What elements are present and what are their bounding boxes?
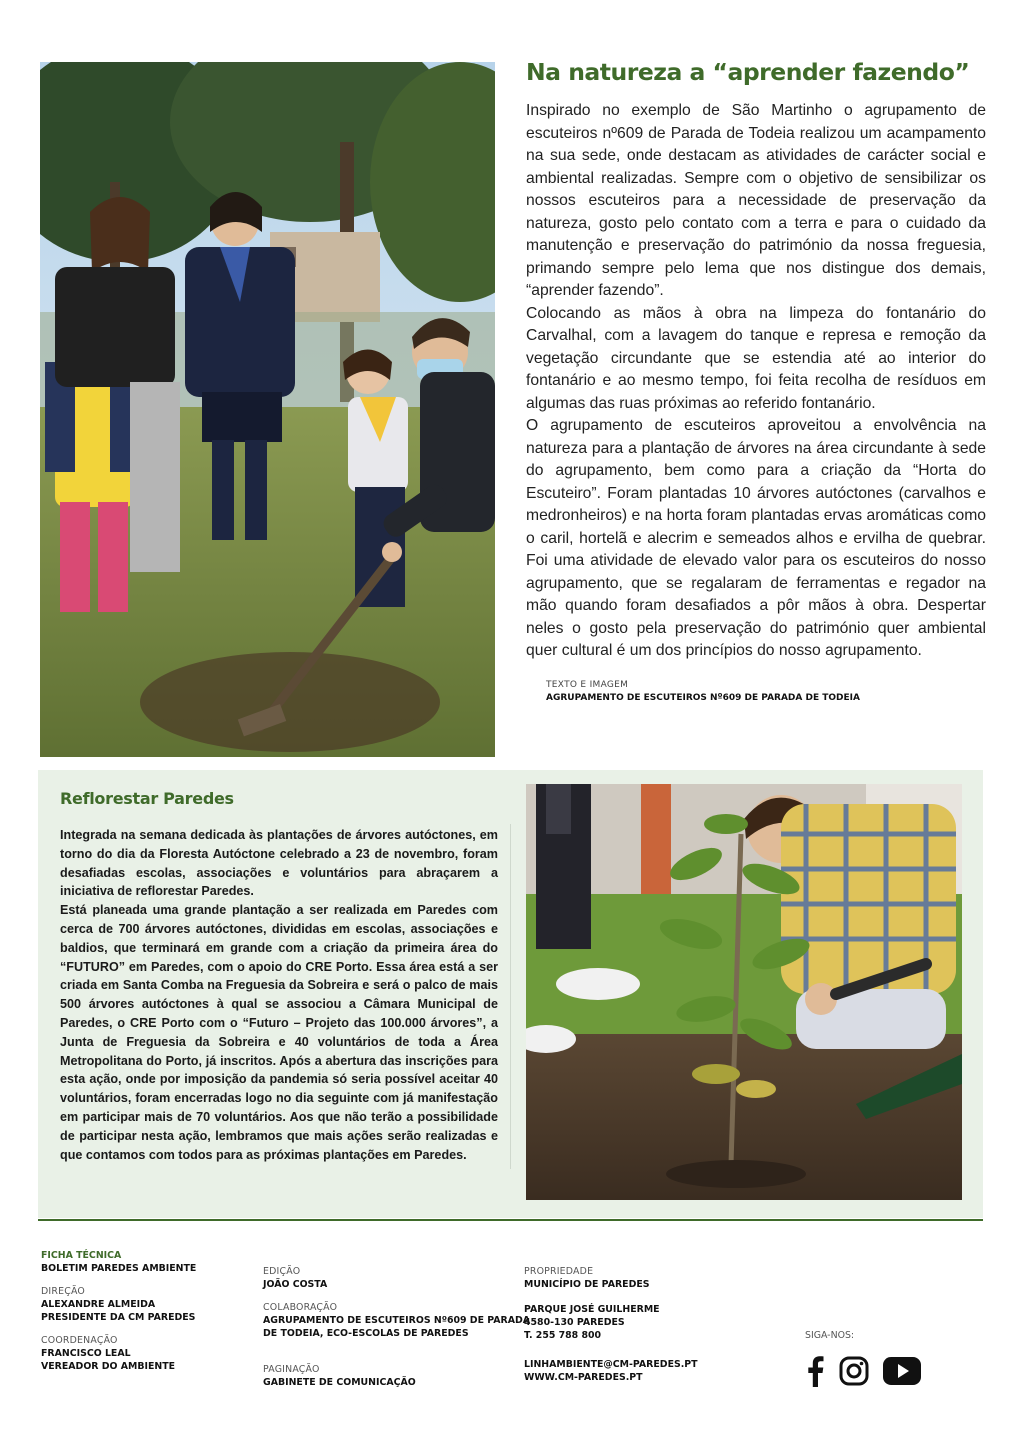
- social-icons: [805, 1355, 921, 1392]
- footer-propriedade: [524, 1265, 698, 1384]
- article-2-body: [60, 826, 498, 1164]
- colab-line2: DE TODEIA, ECO-ESCOLAS DE PAREDES: [263, 1328, 469, 1339]
- facebook-icon[interactable]: [805, 1355, 825, 1392]
- credit-label: TEXTO E IMAGEM: [546, 680, 629, 690]
- edicao-name: JOÃO COSTA: [263, 1279, 328, 1290]
- email-link[interactable]: LINHAMBIENTE@CM-PAREDES.PT: [524, 1359, 698, 1370]
- colab-label: COLABORAÇÃO: [263, 1302, 338, 1313]
- address-line2: 4580-130 PAREDES: [524, 1317, 625, 1328]
- pag-label: PAGINAÇÃO: [263, 1364, 320, 1375]
- ficha-title: FICHA TÉCNICA: [41, 1250, 122, 1261]
- prop-name: MUNICÍPIO DE PAREDES: [524, 1279, 650, 1290]
- divider: [510, 824, 511, 1169]
- website-link[interactable]: WWW.CM-PAREDES.PT: [524, 1372, 643, 1383]
- address-line1: PARQUE JOSÉ GUILHERME: [524, 1304, 660, 1315]
- youtube-icon[interactable]: [883, 1357, 921, 1390]
- direcao-label: DIREÇÃO: [41, 1286, 85, 1297]
- coord-label: COORDENAÇÃO: [41, 1335, 118, 1346]
- credit-value: AGRUPAMENTO DE ESCUTEIROS Nº609 DE PARADA DE TODEIA: [546, 693, 860, 703]
- article-1-paragraph: Inspirado no exemplo de São Martinho o agrupamento de escuteiros nº609 de Parada de Todeia realizou um acampamento na sua sede, onde destacam as atividades de carácter social e ambiental realizadas. Sempre com o objetivo de sensibilizar os nossos escuteiros para a necessidade de preservação da natureza, gosto pelo contato com a terra e para o cuidado da manutenção e preservação do património da nossa freguesia, primando sempre pelo lema que nos distingue dos demais, “aprender fazendo”.: [526, 102, 986, 299]
- coord-name: FRANCISCO LEAL: [41, 1348, 131, 1359]
- article-2-paragraph: Está planeada uma grande plantação a ser realizada em Paredes com cerca de 700 árvores autóctones, divididas em escolas, associações e baldios, que terminará em grande com a criação da primeira área do “FUTURO” em Paredes, com o apoio do CRE Porto. Essa área está a ser criada em Santa Comba na Freguesia da Sobreira e será o palco de mais 500 árvores autóctones à qual se associou a Câmara Municipal de Paredes, o CRE Porto com o “Futuro – Projeto das 100.000 árvores”, a Junta de Freguesia da Sobreira e 40 voluntários de toda a Área Metropolitana do Porto, já inscritos. Após a abertura das inscrições para esta ação, onde por imposição da pandemia só seria possível aceitar 40 voluntários, foram encerradas logo no dia seguinte com já manifestação em participar mais de 70 voluntários. Aos que não terão a possibilidade de participar nesta ação, lembramos que mais ações serão realizadas e que contamos com todos para as próximas plantações em Paredes.: [60, 903, 498, 1162]
- prop-label: PROPRIEDADE: [524, 1266, 594, 1277]
- pag-name: GABINETE DE COMUNICAÇÃO: [263, 1377, 416, 1388]
- article-1: [526, 58, 986, 663]
- phone: T. 255 788 800: [524, 1330, 602, 1341]
- colab-line1: AGRUPAMENTO DE ESCUTEIROS Nº609 DE PARADA: [263, 1315, 531, 1326]
- coord-role: VEREADOR DO AMBIENTE: [41, 1361, 176, 1372]
- article-1-credit: [546, 680, 860, 703]
- footer-ficha-tecnica: [41, 1249, 196, 1373]
- direcao-name: ALEXANDRE ALMEIDA: [41, 1299, 156, 1310]
- boletim-name: BOLETIM PAREDES AMBIENTE: [41, 1263, 197, 1274]
- reflorestar-section: [38, 770, 983, 1218]
- social-label-wrap: [805, 1330, 854, 1341]
- direcao-role: PRESIDENTE DA CM PAREDES: [41, 1312, 196, 1323]
- child-planting-tree-photo: [526, 784, 962, 1200]
- edicao-label: EDIÇÃO: [263, 1266, 301, 1277]
- article-2-title: Reflorestar Paredes: [60, 789, 234, 808]
- article-1-paragraph: Colocando as mãos à obra na limpeza do fontanário do Carvalhal, com a lavagem do tanque e represa e remoção da vegetação circundante que se estendia até ao interior do fontanário e ao mesmo tempo, foi feita recolha de resíduos em algumas das ruas próximas ao referido fontanário.: [526, 304, 986, 412]
- footer-edicao: [263, 1265, 530, 1389]
- instagram-icon[interactable]: [839, 1356, 869, 1391]
- article-1-paragraph: O agrupamento de escuteiros aproveitou a envolvência na natureza para a plantação de árvores na área circundante à sede do agrupamento, bem como para a criação da “Horta do Escuteiro”. Foram plantadas 10 árvores autóctones (carvalhos e medronheiros) e na horta foram plantadas ervas aromáticas como o caril, hortelã e alecrim e semeados alhos e ervilha de quebrar. Foi uma atividade de elevado valor para os escuteiros do nosso agrupamento, que se regalaram de ferramentas e regador na mão quando foram desafiados a pôr mãos à obra. Despertar neles o gosto pela preservação do património quer ambiental quer cultural é um dos princípios do nosso agrupamento.: [526, 417, 986, 659]
- section-rule: [38, 1219, 983, 1221]
- siga-nos-label: SIGA-NOS:: [805, 1330, 855, 1341]
- article-1-title: Na natureza a “aprender fazendo”: [526, 58, 970, 86]
- scouts-planting-photo: [40, 62, 495, 757]
- article-2-paragraph: Integrada na semana dedicada às plantações de árvores autóctones, em torno do dia da Floresta Autóctone celebrado a 23 de novembro, foram desafiadas escolas, associações e voluntários para abraçarem a iniciativa de reflorestar Paredes.: [60, 828, 498, 899]
